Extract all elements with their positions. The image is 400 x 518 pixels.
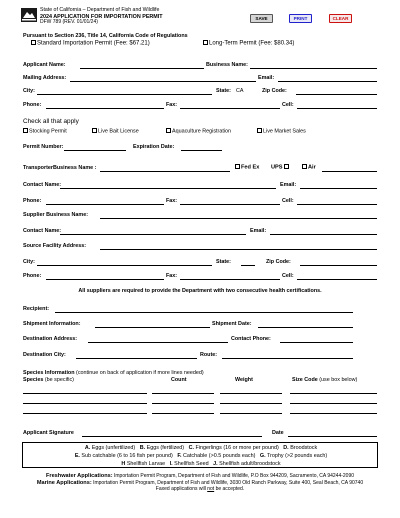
aquaculture-checkbox[interactable]: [166, 128, 171, 133]
air-checkbox[interactable]: [302, 164, 307, 169]
expiration-date-field[interactable]: [181, 150, 222, 151]
check-option-aquaculture[interactable]: [166, 128, 231, 135]
size-col-label: Size Code: [292, 377, 318, 383]
contact-phone-label: Contact Phone:: [231, 336, 271, 342]
species-row-3-size[interactable]: [290, 413, 377, 414]
fedex-checkbox[interactable]: [235, 164, 240, 169]
transporter-cell-label: Cell:: [282, 198, 294, 204]
longterm-permit-checkbox[interactable]: [203, 40, 208, 45]
supplier-name-field[interactable]: [100, 218, 377, 219]
check-option-stocking[interactable]: [23, 128, 67, 135]
species-col-species: [23, 377, 74, 383]
species-heading-note: (continue on back of application if more lines needed): [76, 370, 204, 376]
size-code-line-2: E. Sub catchable (6 to 16 fish per pound) F. Catchable (>0.5 pounds each) G. Trophy (>2 pounds each): [74, 453, 328, 459]
signature-field[interactable]: [82, 436, 262, 437]
species-row-1-species[interactable]: [23, 393, 147, 394]
supplier-cell-field[interactable]: [297, 279, 377, 280]
mailing-address-field[interactable]: [70, 81, 256, 82]
species-row-2-count[interactable]: [152, 403, 214, 404]
transporter-name-label: TransporterBusiness Name :: [23, 165, 97, 171]
print-button[interactable]: PRINT: [289, 14, 312, 23]
supplier-zip-field[interactable]: [300, 265, 377, 266]
transporter-phone-label: Phone:: [23, 198, 42, 204]
stocking-label: Stocking Permit: [29, 128, 67, 135]
signature-date-field[interactable]: [288, 436, 377, 437]
aquaculture-label: Aquaculture Registration: [172, 128, 232, 135]
size-code-line-3: H Shellfish Larvae I. Shellfish Seed J. Shellfish adult/broodstock: [121, 461, 281, 467]
applicant-zip-label: Zip Code:: [262, 88, 287, 94]
size-code-line-1: A. Eggs (unfertilized) B. Eggs (fertilized) C. Fingerlings (16 or more per pound) D. Broodstock: [84, 445, 318, 451]
form-title: 2024 APPLICATION FOR IMPORTATION PERMIT: [40, 14, 163, 20]
applicant-name-label: Applicant Name:: [23, 62, 66, 68]
supplier-city-label: City:: [23, 259, 35, 265]
count-col-label: Count: [171, 377, 187, 383]
agency-name: State of California – Department of Fish and Wildlife: [40, 7, 160, 13]
expiration-date-label: Expiration Date:: [133, 144, 175, 150]
authority-text: Pursuant to Section 236, Title 14, California Code of Regulations: [23, 33, 188, 39]
supplier-email-label: Email:: [250, 228, 267, 234]
supplier-state-label: State:: [216, 259, 231, 265]
species-row-3-weight[interactable]: [220, 413, 282, 414]
form-id: DFW 789 (REV. 01/01/24): [40, 19, 98, 25]
transporter-phone-field[interactable]: [46, 204, 164, 205]
check-option-livemarket[interactable]: [257, 128, 306, 135]
applicant-email-field[interactable]: [278, 81, 377, 82]
transporter-email-label: Email:: [280, 182, 297, 188]
permit-longterm-option[interactable]: [203, 40, 294, 47]
supplier-email-field[interactable]: [270, 234, 377, 235]
applicant-email-label: Email:: [258, 75, 275, 81]
applicant-city-label: City:: [23, 88, 35, 94]
livebait-label: Live Bait License: [98, 128, 139, 135]
size-code-legend: [22, 442, 378, 468]
species-row-3-species[interactable]: [23, 413, 147, 414]
mailing-address-label: Mailing Address:: [23, 75, 67, 81]
shipment-date-field[interactable]: [258, 327, 353, 328]
fax-notice-not: not: [207, 486, 215, 492]
permit-number-label: Permit Number:: [23, 144, 64, 150]
supplier-phone-field[interactable]: [46, 279, 164, 280]
applicant-fax-label: Fax:: [166, 102, 178, 108]
dfw-seal-icon: [21, 8, 37, 22]
species-row-1-size[interactable]: [290, 393, 377, 394]
fax-notice: Faxed applications will not be accepted.: [155, 486, 245, 492]
size-col-header: [292, 377, 357, 383]
supplier-cell-label: Cell:: [282, 273, 294, 279]
ups-checkbox[interactable]: [284, 164, 289, 169]
supplier-state-field[interactable]: [241, 265, 255, 266]
signature-date-label: Date: [272, 430, 284, 436]
recipient-field[interactable]: [55, 312, 353, 313]
shipment-info-field[interactable]: [95, 327, 210, 328]
health-cert-notice: All suppliers are required to provide the Department with two consecutive health certifications.: [78, 288, 322, 294]
standard-permit-checkbox[interactable]: [31, 40, 36, 45]
permit-standard-option[interactable]: [31, 40, 150, 47]
applicant-zip-field[interactable]: [296, 94, 377, 95]
check-option-livebait[interactable]: [92, 128, 139, 135]
transporter-email-field[interactable]: [300, 188, 377, 189]
recipient-label: Recipient:: [23, 306, 50, 312]
size-col-note: (use box below): [319, 377, 358, 383]
transporter-name-field[interactable]: [100, 171, 230, 172]
signature-label: Applicant Signature: [23, 430, 74, 436]
applicant-phone-label: Phone:: [23, 102, 42, 108]
route-label: Route:: [200, 352, 218, 358]
transporter-contact-label: Contact Name:: [23, 182, 62, 188]
shipper-option-fedex[interactable]: [235, 164, 259, 171]
source-facility-field[interactable]: [100, 249, 377, 250]
species-row-3-count[interactable]: [152, 413, 214, 414]
supplier-contact-label: Contact Name:: [23, 228, 62, 234]
applicant-cell-label: Cell:: [282, 102, 294, 108]
contact-phone-field[interactable]: [280, 342, 353, 343]
standard-permit-label: Standard Importation Permit (Fee: $67.21): [37, 40, 150, 47]
species-heading-row: [23, 370, 204, 376]
applicant-name-field[interactable]: [80, 68, 204, 69]
longterm-permit-label: Long-Term Permit (Fee: $80.34): [209, 40, 295, 47]
marine-label: Marine Applications:: [36, 480, 92, 486]
species-row-1-weight[interactable]: [220, 393, 282, 394]
applicant-state-label: State:: [216, 88, 231, 94]
destination-city-label: Destination City:: [23, 352, 66, 358]
permit-number-field[interactable]: [64, 150, 126, 151]
applicant-city-field[interactable]: [37, 94, 212, 95]
destination-address-label: Destination Address:: [23, 336, 78, 342]
business-name-label: Business Name:: [206, 62, 248, 68]
shipment-date-label: Shipment Date:: [212, 321, 252, 327]
species-col-note: (be specific): [44, 377, 74, 383]
air-label: Air: [308, 164, 316, 171]
supplier-phone-label: Phone:: [23, 273, 42, 279]
species-row-1-count[interactable]: [152, 393, 214, 394]
supplier-fax-field[interactable]: [180, 279, 280, 280]
supplier-fax-label: Fax:: [166, 273, 178, 279]
save-button[interactable]: SAVE: [250, 14, 273, 23]
species-col-label: Species: [23, 377, 44, 383]
applicant-state-value[interactable]: CA: [236, 88, 244, 94]
species-row-2-species[interactable]: [23, 403, 147, 404]
weight-col-label: Weight: [235, 377, 253, 383]
supplier-name-label: Supplier Business Name:: [23, 212, 89, 218]
livemarket-label: Live Market Sales: [263, 128, 306, 135]
air-detail-field[interactable]: [322, 171, 377, 172]
livebait-checkbox[interactable]: [92, 128, 97, 133]
freshwater-label: Freshwater Applications:: [45, 473, 113, 479]
transporter-cell-field[interactable]: [297, 204, 377, 205]
clear-button[interactable]: CLEAR: [329, 14, 352, 23]
ups-label: UPS: [271, 164, 283, 171]
applicant-cell-field[interactable]: [297, 108, 377, 109]
stocking-checkbox[interactable]: [23, 128, 28, 133]
applicant-phone-field[interactable]: [46, 108, 164, 109]
transporter-fax-field[interactable]: [180, 204, 280, 205]
destination-city-field[interactable]: [76, 358, 197, 359]
route-field[interactable]: [222, 358, 353, 359]
dfw-logo: [21, 8, 37, 22]
livemarket-checkbox[interactable]: [257, 128, 262, 133]
supplier-city-field[interactable]: [37, 265, 212, 266]
transporter-contact-field[interactable]: [60, 188, 276, 189]
destination-address-field[interactable]: [88, 342, 228, 343]
fedex-label: Fed Ex: [241, 164, 260, 171]
species-row-2-size[interactable]: [290, 403, 377, 404]
freshwater-address: [0, 473, 400, 480]
shipper-option-ups[interactable]: [271, 164, 290, 171]
transporter-fax-label: Fax:: [166, 198, 178, 204]
species-heading: Species Information: [23, 370, 75, 376]
check-all-heading: Check all that apply: [23, 118, 79, 125]
freshwater-text: Importation Permit Program, Department of Fish and Wildlife, P.O Box 944209, Sacramento, CA 94244-2090: [113, 473, 355, 479]
source-facility-label: Source Facility Address:: [23, 243, 87, 249]
shipper-option-air[interactable]: [302, 164, 316, 171]
marine-text: Importation Permit Program, Department of Fish and Wildlife, 3030 Old Ranch Parkway, Suite 400, Seal Beach, CA 90740: [93, 480, 364, 486]
supplier-zip-label: Zip Code:: [266, 259, 291, 265]
supplier-contact-field[interactable]: [60, 234, 246, 235]
shipment-info-label: Shipment Information:: [23, 321, 81, 327]
applicant-fax-field[interactable]: [180, 108, 280, 109]
species-row-2-weight[interactable]: [220, 403, 282, 404]
business-name-field[interactable]: [250, 68, 377, 69]
